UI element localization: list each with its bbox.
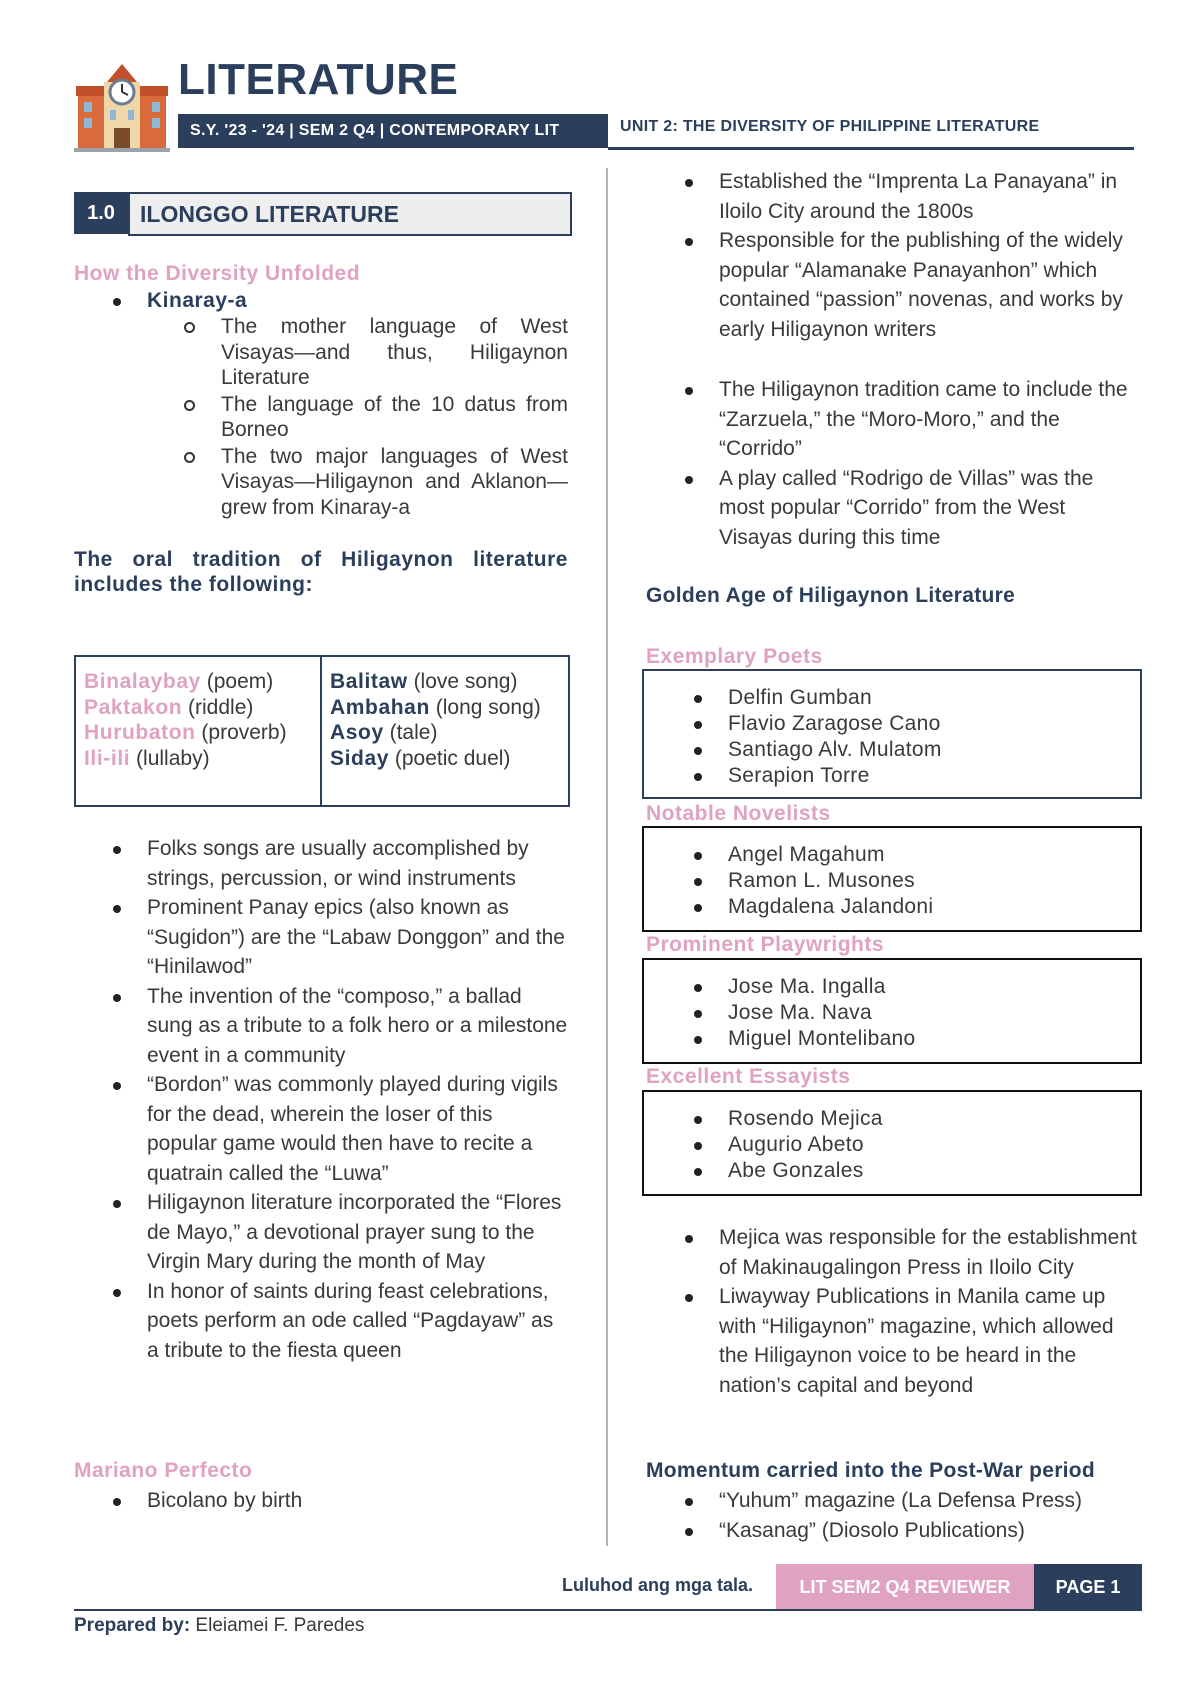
novelists-box — [642, 826, 1142, 932]
reviewer-label: LIT SEM2 Q4 REVIEWER — [776, 1564, 1034, 1610]
list-item: Ramon L. Musones — [644, 868, 1140, 894]
right-top-bullets-a — [646, 167, 1140, 344]
oral-term: Paktakon — [84, 695, 183, 719]
oral-desc: (proverb) — [195, 721, 287, 744]
section-title: ILONGGO LITERATURE — [140, 201, 399, 227]
table-row — [330, 720, 541, 746]
section-number: 1.0 — [74, 192, 128, 234]
footer-quote: Luluhod ang mga tala. — [562, 1575, 754, 1595]
list-item: Magdalena Jalandoni — [644, 894, 1140, 920]
oral-desc: (long song) — [429, 695, 541, 719]
essayists-heading: Excellent Essayists — [646, 1065, 851, 1088]
list-item: The mother language of West Visayas—and thus, Hiligaynon Literature — [74, 314, 568, 391]
section-title-box — [128, 192, 572, 236]
list-item: A play called “Rodrigo de Villas” was the most popular “Corrido” from the West Visayas during this time — [646, 464, 1140, 553]
oral-desc: (love song) — [407, 670, 518, 693]
list-item: The Hiligaynon tradition came to include the “Zarzuela,” the “Moro-Moro,” and the “Corrido” — [646, 375, 1140, 464]
list-item: Miguel Montelibano — [644, 1026, 1140, 1052]
list-item: In honor of saints during feast celebrations, poets perform an ode called “Pagdayaw” as a tribute to the fiesta queen — [74, 1277, 568, 1366]
prepared-name: Eleiamei F. Paredes — [190, 1615, 365, 1636]
oral-term: Balitaw — [330, 670, 408, 693]
playwrights-box — [642, 958, 1142, 1064]
list-item: The two major languages of West Visayas—Hiligaynon and Aklanon—grew from Kinaray-a — [74, 444, 568, 521]
oral-desc: (riddle) — [182, 695, 254, 719]
golden-age-heading: Golden Age of Hiligaynon Literature — [646, 584, 1016, 607]
list-item: “Bordon” was commonly played during vigils for the dead, wherein the loser of this popular game would then have to recite a quatrain called the “Luwa” — [74, 1070, 568, 1188]
oral-desc: (tale) — [383, 721, 438, 744]
list-item: Jose Ma. Ingalla — [644, 974, 1140, 1000]
table-row — [330, 695, 541, 721]
mariano-list — [74, 1486, 568, 1516]
list-item: Jose Ma. Nava — [644, 1000, 1140, 1026]
list-item: Abe Gonzales — [644, 1158, 1140, 1184]
list-item: Serapion Torre — [644, 763, 1140, 789]
page-number: PAGE 1 — [1034, 1564, 1142, 1610]
novelists-heading: Notable Novelists — [646, 802, 831, 825]
footer-rule — [74, 1609, 1142, 1611]
list-item: Angel Magahum — [644, 842, 1140, 868]
kinaray-points — [74, 314, 568, 520]
table-row — [330, 669, 541, 695]
oral-term: Ambahan — [330, 695, 430, 719]
list-item: Augurio Abeto — [644, 1132, 1140, 1158]
kinaray-list — [74, 286, 568, 316]
kinaray-label: Kinaray-a — [147, 289, 248, 312]
header-band-text: S.Y. '23 - '24 | SEM 2 Q4 | CONTEMPORARY LIT — [190, 122, 560, 139]
column-divider — [606, 168, 608, 1546]
oral-tradition-heading: The oral tradition of Hiligaynon literature includes the following: — [74, 548, 568, 596]
table-row — [330, 746, 541, 772]
oral-term: Hurubaton — [84, 721, 196, 744]
list-item: Responsible for the publishing of the widely popular “Alamanake Panayanhon” which contained “passion” novenas, and works by early Hiligaynon writers — [646, 226, 1140, 344]
list-item: The language of the 10 datus from Borneo — [74, 392, 568, 443]
oral-term: Ili-ili — [84, 746, 131, 770]
table-right-cell — [330, 669, 541, 771]
postwar-list — [646, 1486, 1142, 1545]
oral-term: Siday — [330, 746, 390, 770]
list-item: Flavio Zaragose Cano — [644, 711, 1140, 737]
list-item: Santiago Alv. Mulatom — [644, 737, 1140, 763]
oral-desc: (poem) — [200, 670, 274, 693]
poets-heading: Exemplary Poets — [646, 645, 823, 668]
right-after-bullets — [646, 1223, 1142, 1400]
page-title: LITERATURE — [178, 55, 459, 104]
table-row — [84, 695, 287, 721]
list-item: Folks songs are usually accomplished by strings, percussion, or wind instruments — [74, 834, 568, 893]
list-item: Rosendo Mejica — [644, 1106, 1140, 1132]
list-item: The invention of the “composo,” a ballad sung as a tribute to a folk hero or a milestone event in a community — [74, 982, 568, 1071]
oral-desc: (lullaby) — [130, 746, 210, 770]
school-building-icon — [74, 62, 170, 152]
header-rule — [608, 147, 1134, 150]
list-item: Delfin Gumban — [644, 685, 1140, 711]
oral-bullets — [74, 834, 568, 1365]
table-row — [84, 669, 287, 695]
oral-tradition-table — [74, 655, 570, 807]
list-item: Prominent Panay epics (also known as “Sugidon”) are the “Labaw Donggon” and the “Hinilawod” — [74, 893, 568, 982]
diversity-heading: How the Diversity Unfolded — [74, 262, 361, 285]
oral-term: Asoy — [330, 721, 384, 744]
table-left-cell — [84, 669, 287, 771]
mariano-heading: Mariano Perfecto — [74, 1459, 253, 1482]
list-item: “Yuhum” magazine (La Defensa Press) — [646, 1486, 1142, 1516]
list-item — [74, 286, 568, 316]
list-item: Bicolano by birth — [74, 1486, 568, 1516]
table-row — [84, 720, 287, 746]
list-item: Hiligaynon literature incorporated the “Flores de Mayo,” a devotional prayer sung to the Virgin Mary during the month of May — [74, 1188, 568, 1277]
header-band — [178, 114, 608, 148]
list-item: Liwayway Publications in Manila came up with “Hiligaynon” magazine, which allowed the Hiligaynon voice to be heard in the nation’s capital and beyond — [646, 1282, 1142, 1400]
list-item: Established the “Imprenta La Panayana” in Iloilo City around the 1800s — [646, 167, 1140, 226]
oral-term: Binalaybay — [84, 670, 201, 693]
table-row — [84, 746, 287, 772]
list-item: “Kasanag” (Diosolo Publications) — [646, 1516, 1142, 1546]
prepared-label: Prepared by: — [74, 1615, 191, 1636]
poets-box — [642, 669, 1142, 799]
postwar-heading: Momentum carried into the Post-War period — [646, 1459, 1096, 1482]
essayists-box — [642, 1090, 1142, 1196]
list-item: Mejica was responsible for the establishment of Makinaugalingon Press in Iloilo City — [646, 1223, 1142, 1282]
unit-title: UNIT 2: THE DIVERSITY OF PHILIPPINE LITERATURE — [620, 118, 1040, 135]
playwrights-heading: Prominent Playwrights — [646, 933, 885, 956]
prepared-by — [74, 1615, 364, 1637]
table-divider — [320, 657, 322, 805]
oral-desc: (poetic duel) — [389, 746, 511, 770]
right-top-bullets-b — [646, 375, 1140, 552]
